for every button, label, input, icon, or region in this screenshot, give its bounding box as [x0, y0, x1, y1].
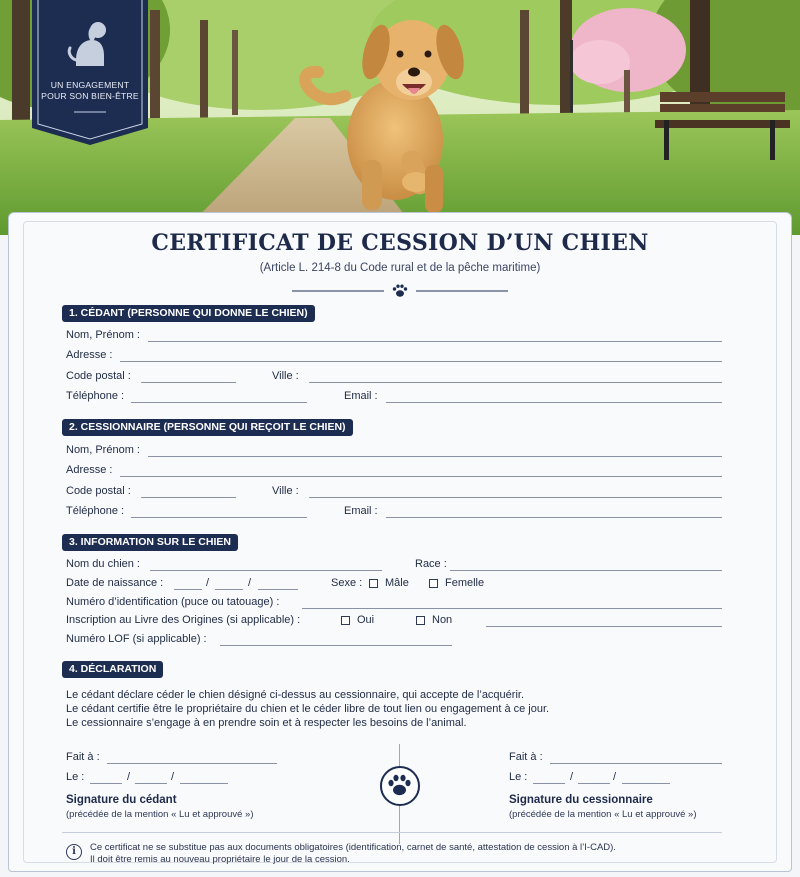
- right-place-label: Fait à :: [509, 751, 543, 763]
- right-signature-mention: (précédée de la mention « Lu et approuvé »): [509, 809, 697, 820]
- left-date-slash-1: /: [127, 771, 131, 783]
- left-place-field[interactable]: [107, 763, 277, 764]
- s1-city-label: Ville :: [272, 370, 299, 382]
- paw-icon: [382, 768, 417, 803]
- s1-postal-label: Code postal :: [66, 370, 131, 382]
- s3-lof-number-label: Numéro LOF (si applicable) :: [66, 633, 207, 645]
- s2-city-field[interactable]: [309, 497, 722, 498]
- s3-lof-no-label: Non: [432, 614, 453, 626]
- section-4-header: 4. DÉCLARATION: [62, 661, 163, 678]
- s1-phone-field[interactable]: [131, 402, 307, 403]
- right-place-field[interactable]: [550, 763, 722, 764]
- footer-note-line-2: Il doit être remis au nouveau propriétaire le jour de la cession.: [90, 854, 350, 865]
- section-3-header: 3. INFORMATION SUR LE CHIEN: [62, 534, 238, 551]
- section-2-header: 2. CESSIONNAIRE (PERSONNE QUI REÇOIT LE CHIEN): [62, 419, 353, 436]
- s2-postal-label: Code postal :: [66, 485, 131, 497]
- s3-lof-extra-field[interactable]: [486, 626, 722, 627]
- s3-birth-year-field[interactable]: [258, 589, 298, 590]
- s3-birth-day-field[interactable]: [174, 589, 202, 590]
- left-date-year-field[interactable]: [180, 783, 228, 784]
- s1-phone-label: Téléphone :: [66, 390, 125, 402]
- section-1-header: 1. CÉDANT (PERSONNE QUI DONNE LE CHIEN): [62, 305, 315, 322]
- badge-line-1: UN ENGAGEMENT: [50, 80, 130, 90]
- s2-city-label: Ville :: [272, 485, 299, 497]
- right-date-label: Le :: [509, 771, 528, 783]
- s3-birth-slash-2: /: [248, 577, 252, 589]
- s1-city-field[interactable]: [309, 382, 722, 383]
- declaration-line-3: Le cessionnaire s’engage à en prendre soin et à respecter les besoins de l’animal.: [66, 717, 467, 729]
- footer-divider: [62, 832, 722, 833]
- s1-address-label: Adresse :: [66, 349, 113, 361]
- s2-postal-field[interactable]: [141, 497, 236, 498]
- s3-lof-yes-checkbox[interactable]: [341, 616, 350, 625]
- s3-birth-slash-1: /: [206, 577, 210, 589]
- left-date-day-field[interactable]: [90, 783, 122, 784]
- right-signature-title: Signature du cessionnaire: [509, 794, 653, 806]
- paw-icon: [393, 285, 407, 297]
- right-date-slash-2: /: [613, 771, 617, 783]
- right-date-day-field[interactable]: [533, 783, 565, 784]
- s3-lof-registration-label: Inscription au Livre des Origines (si applicable) :: [66, 614, 301, 626]
- left-date-label: Le :: [66, 771, 85, 783]
- s3-male-checkbox[interactable]: [369, 579, 378, 588]
- s3-lof-yes-label: Oui: [357, 614, 375, 626]
- s3-id-field[interactable]: [302, 608, 722, 609]
- right-date-year-field[interactable]: [622, 783, 670, 784]
- s3-lof-number-field[interactable]: [220, 645, 452, 646]
- badge-line-2: POUR SON BIEN-ÊTRE: [41, 91, 139, 101]
- s2-email-field[interactable]: [386, 517, 722, 518]
- s1-postal-field[interactable]: [141, 382, 236, 383]
- left-date-slash-2: /: [171, 771, 175, 783]
- s3-dog-name-label: Nom du chien :: [66, 558, 140, 570]
- declaration-text: [66, 688, 726, 730]
- s2-address-label: Adresse :: [66, 464, 113, 476]
- title-divider: [292, 282, 508, 300]
- s2-address-field[interactable]: [120, 476, 722, 477]
- s3-id-label: Numéro d’identification (puce ou tatouage) :: [66, 596, 280, 608]
- s1-name-label: Nom, Prénom :: [66, 329, 140, 341]
- s3-male-label: Mâle: [385, 577, 409, 589]
- footer-note-line-1: Ce certificat ne se substitue pas aux documents obligatoires (identification, carnet de santé, attestation de cession à l’I-CAD).: [90, 842, 616, 853]
- declaration-line-1: Le cédant déclare céder le chien désigné ci-dessus au cessionnaire, qui accepte de l’acquérir.: [66, 689, 525, 701]
- declaration-line-2: Le cédant certifie être le propriétaire du chien et le céder libre de tout lien ou engagement à ce jour.: [66, 703, 550, 715]
- info-icon: i: [66, 844, 82, 860]
- s3-female-checkbox[interactable]: [429, 579, 438, 588]
- s3-sex-label: Sexe :: [331, 577, 363, 589]
- s2-name-field[interactable]: [148, 456, 722, 457]
- document-title: CERTIFICAT DE CESSION D’UN CHIEN: [151, 230, 649, 256]
- document-subtitle: (Article L. 214-8 du Code rural et de la pêche maritime): [259, 262, 541, 274]
- left-date-month-field[interactable]: [135, 783, 167, 784]
- s3-lof-no-checkbox[interactable]: [416, 616, 425, 625]
- paw-seal: [380, 766, 420, 806]
- left-signature-mention: (précédée de la mention « Lu et approuvé »): [66, 809, 254, 820]
- s1-email-field[interactable]: [386, 402, 722, 403]
- badge-ribbon: [32, 0, 148, 145]
- left-place-label: Fait à :: [66, 751, 100, 763]
- s3-breed-field[interactable]: [450, 570, 722, 571]
- s3-breed-label: Race :: [415, 558, 447, 570]
- s1-email-label: Email :: [344, 390, 378, 402]
- badge-text: [32, 80, 148, 102]
- s2-name-label: Nom, Prénom :: [66, 444, 140, 456]
- s2-phone-field[interactable]: [131, 517, 307, 518]
- s1-name-field[interactable]: [148, 341, 722, 342]
- s1-address-field[interactable]: [120, 361, 722, 362]
- left-signature-title: Signature du cédant: [66, 794, 177, 806]
- s3-birth-month-field[interactable]: [215, 589, 243, 590]
- s3-birth-label: Date de naissance :: [66, 577, 164, 589]
- right-date-slash-1: /: [570, 771, 574, 783]
- s3-female-label: Femelle: [445, 577, 485, 589]
- s2-email-label: Email :: [344, 505, 378, 517]
- s2-phone-label: Téléphone :: [66, 505, 125, 517]
- right-date-month-field[interactable]: [578, 783, 610, 784]
- s3-dog-name-field[interactable]: [150, 570, 382, 571]
